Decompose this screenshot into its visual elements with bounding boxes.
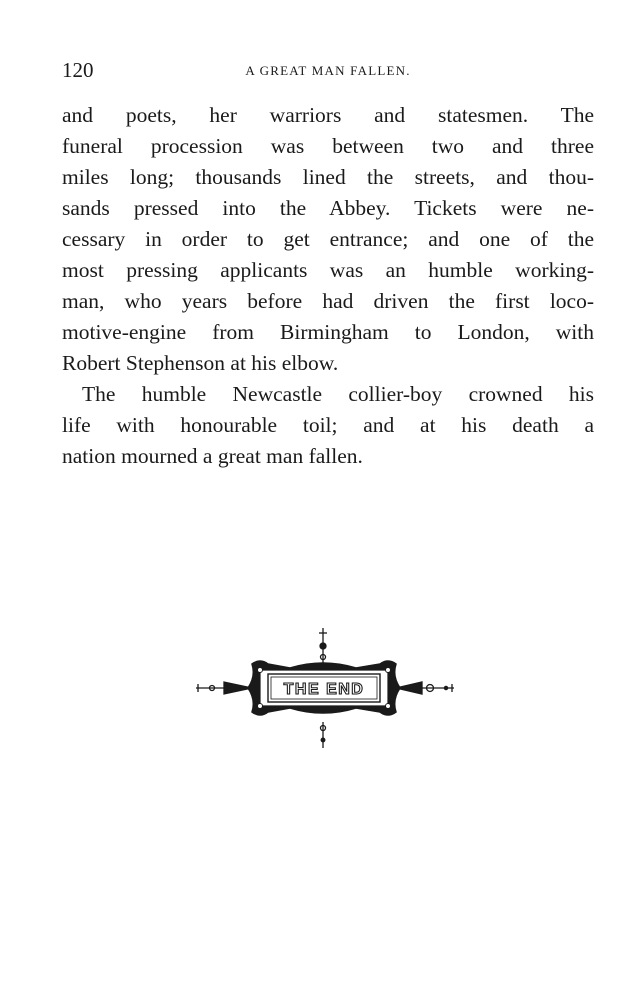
ornament-top-finial-icon — [319, 628, 327, 664]
text-line: funeral procession was between two and three — [62, 134, 594, 158]
text-line: and poets, her warriors and statesmen. The — [62, 103, 594, 127]
paragraph-1 — [62, 100, 594, 379]
text-line: most pressing applicants was an humble working- — [62, 258, 594, 282]
text-line: The humble Newcastle collier-boy crowned his — [82, 382, 594, 406]
body-text — [62, 100, 594, 472]
text-line: life with honourable toil; and at his death a — [62, 413, 594, 437]
page-number: 120 — [62, 58, 94, 82]
page-header — [62, 52, 594, 82]
paragraph-2 — [62, 379, 594, 472]
text-line: miles long; thousands lined the streets, and thou- — [62, 165, 594, 189]
ornament-right-arm-icon — [396, 682, 454, 694]
text-line: man, who years before had driven the first loco- — [62, 289, 594, 313]
text-line: sands pressed into the Abbey. Tickets were ne- — [62, 196, 594, 220]
ornament-bottom-finial-icon — [321, 722, 326, 748]
running-head: A GREAT MAN FALLEN. — [245, 63, 411, 78]
ornament-left-arm-icon — [196, 682, 252, 694]
text-line: motive-engine from Birmingham to London, with — [62, 320, 594, 344]
the-end-ornament — [190, 624, 460, 754]
text-line: cessary in order to get entrance; and one of the — [62, 227, 594, 251]
ornament-text: THE END — [283, 681, 365, 698]
text-line: Robert Stephenson at his elbow. — [62, 351, 339, 375]
text-line: nation mourned a great man fallen. — [62, 444, 363, 468]
